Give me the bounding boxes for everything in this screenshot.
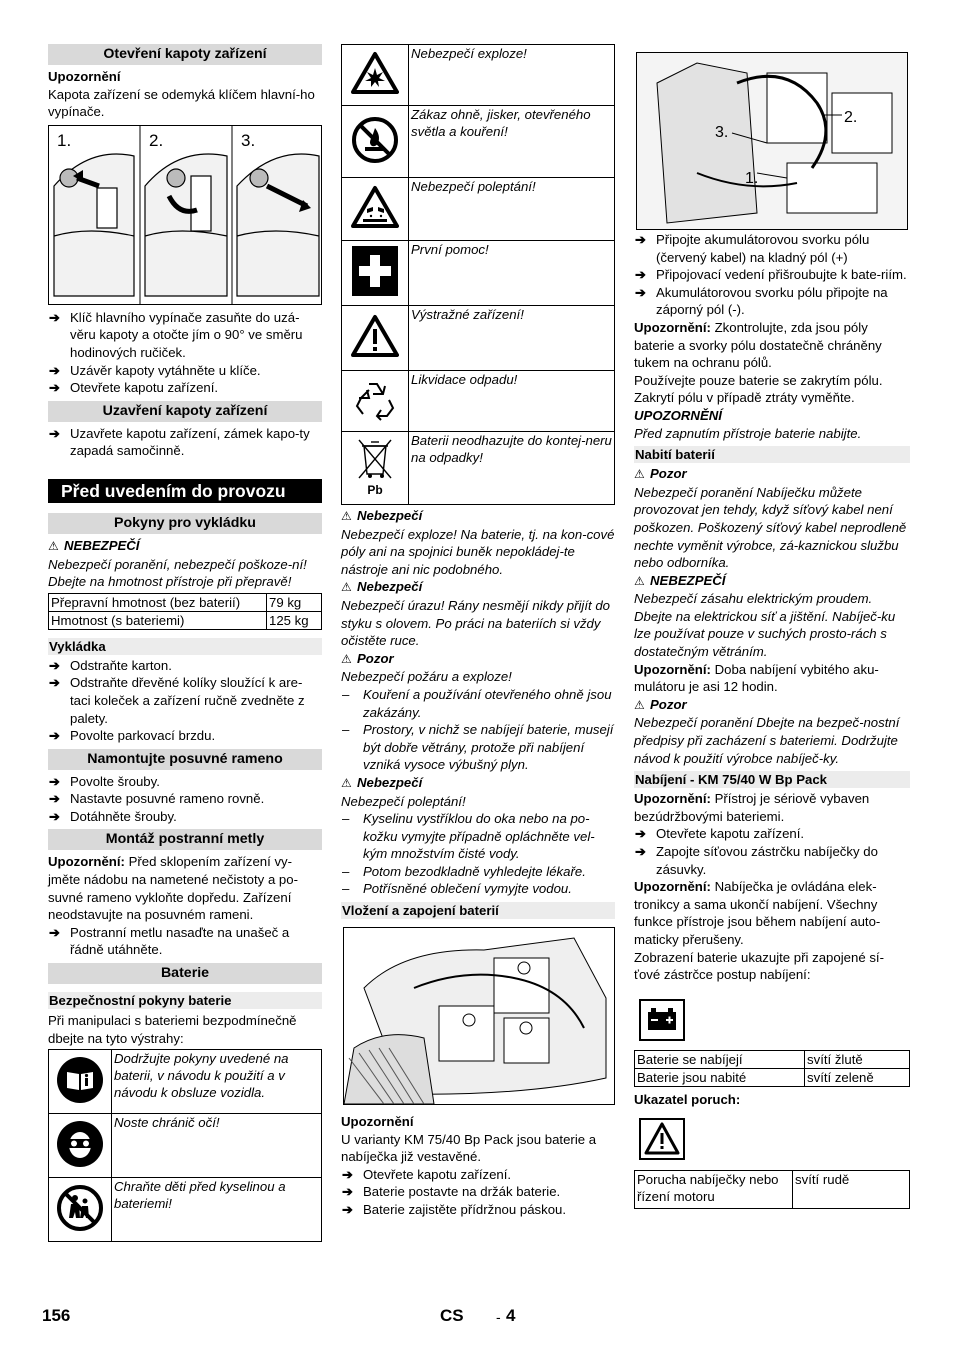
warning-text: Nebezpečí poranění Nabíječku můžete provozovat jen tehdy, když síťový kabel není poškozen. Poškozený síťový kabel neprodleně nechte vyměnit výrobce, zá-kaznickou službu nebo odborníka. [634, 484, 907, 571]
dash-item: – Potřísněné oblečení vymyjte vodou. [341, 880, 615, 898]
manual-icon [49, 1050, 112, 1114]
caution-label: UPOZORNĚNÍ [634, 407, 722, 423]
fault-table [634, 1170, 910, 1209]
step: ➔ Klíč hlavního vypínače zasuňte do uzá-věru kapoty a otočte jím o 90° ve směru hodinových ručiček. [48, 309, 322, 362]
no-fire-icon [342, 106, 409, 178]
note-text: Zobrazení baterie ukazujte při zapojené sí-ťové zástrčce postup nabíjení: [634, 949, 884, 983]
warning-title: ⚠ Nebezpečí [341, 578, 615, 597]
note-text: Kapota zařízení se odemyká klíčem hlavní-ho vypínače. [48, 86, 315, 120]
step: ➔ Uzávěr kapoty vytáhněte u klíče. [48, 362, 322, 380]
fig-label-2: 2. [844, 109, 858, 126]
warning-title: ⚠ Nebezpečí [341, 774, 615, 793]
note-paragraph: Upozornění: Doba nabíjení vybitého aku-mulátoru je asi 12 hodin. [634, 661, 879, 695]
note-text: U varianty KM 75/40 Bp Pack jsou baterie a nabíječka již vestavěné. [341, 1131, 597, 1165]
fig-label-2: 2. [149, 130, 164, 150]
table-row [342, 241, 615, 306]
warning-text: Nebezpečí exploze! Na baterie, tj. na kon-cové póly ani na spojnici buněk nepokládej-te nástroje ani nic podobného. [341, 526, 615, 577]
section-heading-battery: Baterie [48, 963, 322, 984]
pb-label: Pb [367, 483, 383, 497]
note-paragraph: Upozornění: Před sklopením zařízení vy-jměte nádobu na nametené nečistoty a po-suvné rameno vykloňte dopředu. Zařízení neodstavujte na posuvném rameni. [48, 854, 298, 923]
step: ➔ Baterie zajistěte přídržnou páskou. [341, 1201, 615, 1219]
hood-key-figure [48, 125, 322, 305]
table-cell: svítí žlutě [805, 1051, 910, 1069]
step: ➔ Povolte šrouby. [48, 773, 322, 791]
note-label: Upozornění [48, 69, 121, 84]
table-cell: Likvidace odpadu! [409, 371, 615, 432]
step: ➔ Otevřete kapotu zařízení. [341, 1166, 615, 1184]
table-cell: 125 kg [267, 611, 322, 629]
battery-indicator-icon [638, 998, 910, 1047]
table-cell: 79 kg [267, 593, 322, 611]
dash-item: – Kyselinu vystříklou do oka nebo na po-kožku vymyjte případně opláchněte vel-kým množstvím čisté vody. [341, 810, 615, 863]
table-row [342, 106, 615, 178]
corrosive-icon [342, 178, 409, 241]
fig-label-3: 3. [715, 124, 729, 141]
dash-item: – Potom bezodkladně vyhledejte lékaře. [341, 863, 615, 881]
warning-text: Nebezpečí poranění, nebezpečí poškoze-ní! [48, 556, 307, 572]
step: ➔ Připojovací vedení přišroubujte k bate-riím. [634, 266, 910, 284]
step: ➔ Dotáhněte šrouby. [48, 808, 322, 826]
table-row [49, 611, 322, 629]
battery-compartment-figure [343, 927, 615, 1105]
subsection-heading: Vykládka [48, 638, 322, 655]
step: ➔ Zapojte síťovou zástrčku nabíječky do zásuvky. [634, 843, 910, 878]
chapter-heading: Před uvedením do provozu [48, 479, 322, 503]
table-row [635, 1051, 910, 1069]
warning-title: ⚠ NEBEZPEČÍ [48, 537, 322, 556]
status-table [634, 1050, 910, 1087]
section-heading-open-hood: Otevření kapoty zařízení [48, 44, 322, 65]
note-paragraph: Upozornění: Zkontrolujte, zda jsou póly baterie a svorky pólu dostatečně chráněny tukem na ochranu pólů. [634, 319, 882, 371]
table-row [49, 1178, 322, 1242]
table-cell: svítí zeleně [805, 1069, 910, 1087]
step: ➔ Otevřete kapotu zařízení. [48, 379, 322, 397]
warning-text: Nebezpečí úrazu! Rány nesmějí nikdy přijít do styku s olovem. Po práci na bateriích si vždy očistěte ruce. [341, 597, 611, 649]
note-label: Upozornění [341, 1114, 414, 1130]
fault-warning-icon [638, 1117, 910, 1166]
step: ➔ Připojte akumulátorovou svorku pólu (červený kabel) na kladný pól (+) [634, 231, 910, 266]
subsection-heading: Vložení a zapojení baterií [341, 902, 615, 919]
warning-triangle-icon: ⚠ [341, 651, 352, 666]
step: ➔ Odstraňte karton. [48, 657, 322, 675]
table-cell: První pomoc! [409, 241, 615, 306]
warning-title: ⚠ Pozor [341, 650, 615, 669]
warning-triangle-icon: ⚠ [634, 697, 645, 712]
battery-connection-figure [636, 52, 908, 230]
table-cell: svítí rudě [793, 1170, 910, 1208]
caution-text: Před zapnutím přístroje baterie nabijte. [634, 425, 862, 441]
warning-triangle-icon: ⚠ [634, 467, 645, 482]
table-row [342, 178, 615, 241]
table-cell: Baterie se nabíjejí [635, 1051, 805, 1069]
section-heading-broom: Montáž postranní metly [48, 829, 322, 850]
bin-crossed-icon [342, 432, 409, 505]
step: ➔ Akumulátorovou svorku pólu připojte na záporný pól (-). [634, 284, 910, 319]
warning-text: Nebezpečí poleptání! [341, 793, 466, 809]
table-row [342, 45, 615, 106]
fig-label-1: 1. [57, 130, 72, 150]
footer-separator: - [496, 1309, 501, 1325]
note-paragraph: Upozornění: Přístroj je sériově vybaven bezúdržbovými bateriemi. [634, 791, 870, 824]
warning-text: Nebezpečí požáru a exploze! [341, 669, 512, 685]
weight-table [48, 593, 322, 630]
subsection-heading: Nabití baterií [634, 446, 910, 463]
column-right [634, 44, 910, 1209]
warning-text: Nebezpečí poranění Dbejte na bezpeč-nostní předpisy při zacházení s bateriemi. Dodržujte návod k použití výrobce nabíječ-ky. [634, 715, 900, 766]
note-paragraph: Upozornění: Nabíječka je ovládána elek-tronikcy a sama ukončí nabíjení. Všechny funkce přístroje jsou během nabíjení auto-maticky přerušeny. [634, 879, 881, 947]
table-cell: Chraňte děti před kyselinou a bateriemi! [112, 1178, 322, 1242]
subsection-heading: Bezpečnostní pokyny baterie [48, 992, 322, 1009]
table-cell: Zákaz ohně, jisker, otevřeného světla a kouření! [409, 106, 615, 178]
warning-triangle-icon: ⚠ [341, 775, 352, 790]
warning-text: Nebezpečí zásahu elektrickým proudem. Dbejte na elektrickou síť a jištění. Nabíječ-ku lze používat pouze v suchých prosto-rách s dostatečným větráním. [634, 591, 896, 660]
table-cell: Baterie jsou nabité [635, 1069, 805, 1087]
table-cell: Nebezpečí poleptání! [409, 178, 615, 241]
subsection-heading: Nabíjení - KM 75/40 W Bp Pack [634, 771, 910, 788]
recycle-icon [342, 371, 409, 432]
warning-text: Dbejte na hmotnost přístroje při přepravě! [48, 574, 292, 590]
column-middle [341, 44, 615, 1219]
warning-triangle-icon: ⚠ [341, 509, 352, 523]
table-cell: Přepravní hmotnost (bez baterií) [49, 593, 267, 611]
warning-icon [342, 306, 409, 371]
warning-triangle-icon: ⚠ [341, 580, 352, 595]
section-heading-close-hood: Uzavření kapoty zařízení [48, 401, 322, 422]
warning-triangle-icon: ⚠ [634, 573, 645, 588]
intro-text: Při manipulaci s bateriemi bezpodmínečně dbejte na tyto výstrahy: [48, 1013, 297, 1046]
table-row [49, 1050, 322, 1114]
step: ➔ Povolte parkovací brzdu. [48, 727, 322, 745]
table-cell: Výstražné zařízení! [409, 306, 615, 371]
note-text: Používejte pouze baterie se zakrytím pólu. Zakrytí pólu v případě ztráty vyměňte. [634, 372, 883, 406]
warning-title: ⚠ Pozor [634, 696, 910, 715]
explosion-icon [342, 45, 409, 106]
warning-triangle-icon: ⚠ [48, 538, 59, 553]
table-cell: Nebezpečí exploze! [409, 45, 615, 106]
step: ➔ Odstraňte dřevěné kolíky sloužící k are-taci koleček a zařízení ručně zvedněte z palety. [48, 674, 322, 727]
step: ➔ Baterie postavte na držák baterie. [341, 1183, 615, 1201]
section-page-number: 4 [506, 1306, 516, 1325]
symbol-table [48, 1049, 322, 1242]
table-row [342, 306, 615, 371]
warning-title: ⚠ Pozor [634, 465, 910, 484]
fault-heading: Ukazatel poruch: [634, 1092, 741, 1108]
step: ➔ Otevřete kapotu zařízení. [634, 825, 910, 843]
fig-label-3: 3. [241, 130, 256, 150]
warning-title: ⚠ NEBEZPEČÍ [634, 572, 910, 591]
table-cell: Dodržujte pokyny uvedené na baterii, v návodu k použití a v návodu k obsluze vozidla. [112, 1050, 322, 1114]
column-left [48, 44, 322, 1242]
goggles-icon [49, 1114, 112, 1178]
fig-label-1: 1. [745, 170, 759, 187]
section-heading-arm: Namontujte posuvné rameno [48, 749, 322, 770]
step: ➔ Uzavřete kapotu zařízení, zámek kapo-ty zapadá samočinně. [48, 425, 322, 460]
language-code: CS [440, 1306, 464, 1325]
table-cell: Baterii neodhazujte do kontej-neru na odpadky! [409, 432, 615, 505]
warning-title: ⚠ Nebezpečí [341, 507, 615, 526]
section-heading-unload: Pokyny pro vykládku [48, 513, 322, 534]
warning-symbol-table [341, 44, 615, 505]
table-cell: Hmotnost (s bateriemi) [49, 611, 267, 629]
table-row [49, 593, 322, 611]
table-row [342, 432, 615, 505]
step: ➔ Nastavte posuvné rameno rovně. [48, 790, 322, 808]
dash-item: – Prostory, v nichž se nabíjejí baterie, musejí být dobře větrány, protože při nabíjení vzniká vysoce výbušný plyn. [341, 721, 615, 774]
no-children-icon [49, 1178, 112, 1242]
step: ➔ Postranní metlu nasaďte na unašeč a řádně utáhněte. [48, 924, 322, 959]
first-aid-icon [342, 241, 409, 306]
table-row [342, 371, 615, 432]
page-number: 156 [42, 1306, 71, 1325]
table-row [49, 1114, 322, 1178]
table-cell: Porucha nabíječky nebo řízení motoru [635, 1170, 793, 1208]
table-row [635, 1170, 910, 1208]
table-row [635, 1069, 910, 1087]
dash-item: – Kouření a používání otevřeného ohně jsou zakázány. [341, 686, 615, 721]
table-cell: Noste chránič očí! [112, 1114, 322, 1178]
